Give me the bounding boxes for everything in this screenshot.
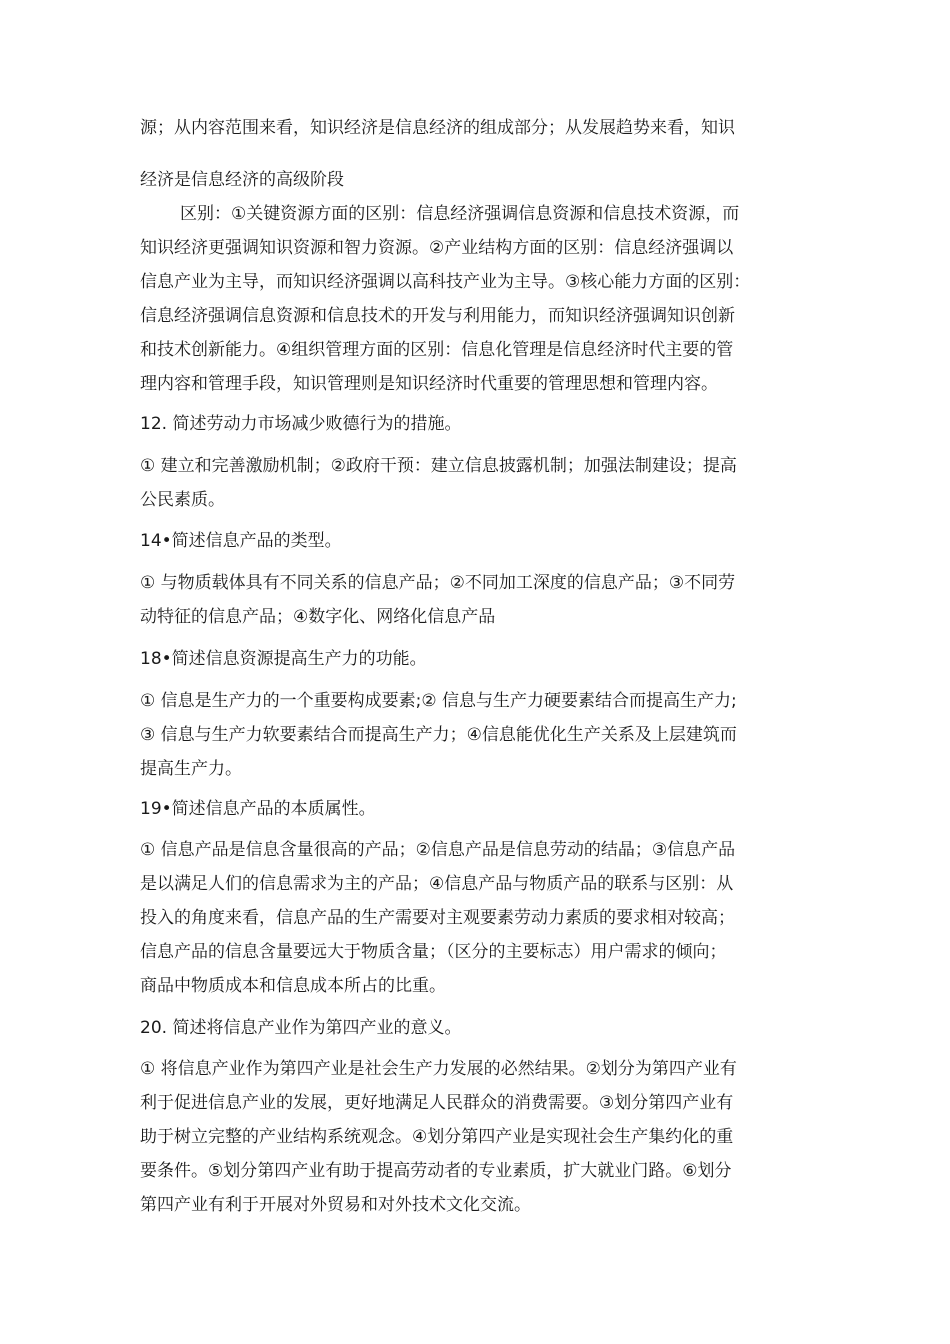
- question-heading: 19•简述信息产品的本质属性。: [140, 799, 376, 819]
- text-line: 和技术创新能力。④组织管理方面的区别：信息化管理是信息经济时代主要的管: [140, 340, 734, 360]
- text-line: 第四产业有利于开展对外贸易和对外技术文化交流。: [140, 1195, 531, 1215]
- text-line: 信息经济强调信息资源和信息技术的开发与利用能力，而知识经济强调知识创新: [140, 306, 735, 326]
- intro-paragraph-end: [140, 163, 820, 197]
- text-line: 利于促进信息产业的发展，更好地满足人民群众的消费需要。③划分第四产业有: [140, 1093, 734, 1113]
- answer-paragraph: [140, 1052, 820, 1222]
- text-line: 信息产业为主导，而知识经济强调以高科技产业为主导。③核心能力方面的区别：: [140, 272, 751, 292]
- text-line: ① 信息是生产力的一个重要构成要素;② 信息与生产力硬要素结合而提高生产力;: [140, 691, 737, 711]
- text-line: 是以满足人们的信息需求为主的产品；④信息产品与物质产品的联系与区别：从: [140, 874, 734, 894]
- question-heading: 12. 简述劳动力市场减少败德行为的措施。: [140, 414, 462, 434]
- intro-paragraph: [140, 111, 820, 145]
- text-line: 投入的角度来看，信息产品的生产需要对主观要素劳动力素质的要求相对较高；: [140, 908, 735, 928]
- answer-paragraph: [140, 833, 820, 1003]
- answer-paragraph: [140, 449, 820, 517]
- text-line: 助于树立完整的产业结构系统观念。④划分第四产业是实现社会生产集约化的重: [140, 1127, 734, 1147]
- text-line: 源；从内容范围来看，知识经济是信息经济的组成部分；从发展趋势来看，知识: [140, 118, 735, 138]
- text-line: 理内容和管理手段，知识管理则是知识经济时代重要的管理思想和管理内容。: [140, 374, 718, 394]
- text-line: ① 信息产品是信息含量很高的产品；②信息产品是信息劳动的结晶；③信息产品: [140, 840, 736, 860]
- answer-paragraph: [140, 566, 820, 634]
- text-line: 公民素质。: [140, 490, 225, 510]
- question-heading: 14•简述信息产品的类型。: [140, 531, 342, 551]
- text-line: 信息产品的信息含量要远大于物质含量；（区分的主要标志）用户需求的倾向；: [140, 942, 727, 962]
- text-line: ① 将信息产业作为第四产业是社会生产力发展的必然结果。②划分为第四产业有: [140, 1059, 737, 1079]
- text-line: ① 建立和完善激励机制；②政府干预：建立信息披露机制；加强法制建设；提高: [140, 456, 737, 476]
- text-line: 提高生产力。: [140, 759, 242, 779]
- question-heading: 18•简述信息资源提高生产力的功能。: [140, 649, 427, 669]
- text-line: 区别：①关键资源方面的区别：信息经济强调信息资源和信息技术资源，而: [180, 204, 740, 224]
- text-line: ① 与物质载体具有不同关系的信息产品；②不同加工深度的信息产品；③不同劳: [140, 573, 736, 593]
- answer-paragraph: [140, 684, 820, 786]
- text-line: 动特征的信息产品；④数字化、网络化信息产品: [140, 607, 496, 627]
- text-line: 经济是信息经济的高级阶段: [140, 170, 344, 190]
- text-line: 商品中物质成本和信息成本所占的比重。: [140, 976, 446, 996]
- question-heading: 20. 简述将信息产业作为第四产业的意义。: [140, 1018, 462, 1038]
- text-line: ③ 信息与生产力软要素结合而提高生产力；④信息能优化生产关系及上层建筑而: [140, 725, 737, 745]
- text-line: 知识经济更强调知识资源和智力资源。②产业结构方面的区别：信息经济强调以: [140, 238, 734, 258]
- text-line: 要条件。⑤划分第四产业有助于提高劳动者的专业素质，扩大就业门路。⑥划分: [140, 1161, 732, 1181]
- difference-paragraph: [140, 197, 820, 401]
